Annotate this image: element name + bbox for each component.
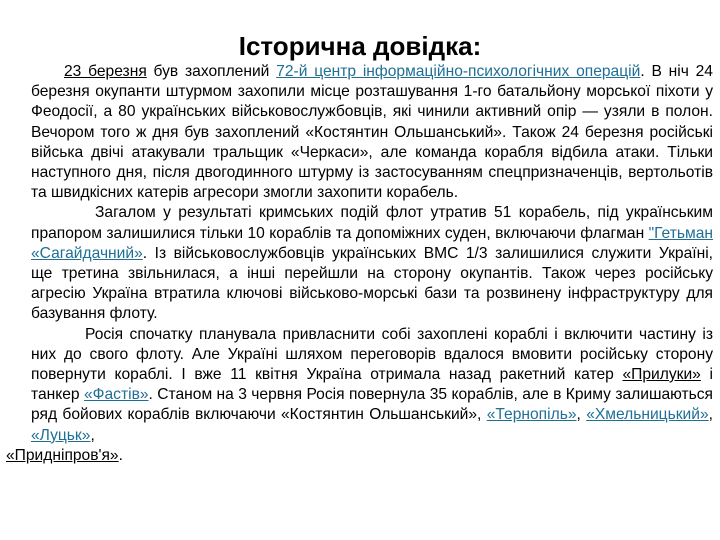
dnipro-link[interactable]: «Придніпров'я» bbox=[6, 446, 119, 464]
paragraph-1 bbox=[31, 62, 713, 203]
paragraph-3-end: . bbox=[118, 446, 123, 464]
paragraph-3-text-c: . Станом на 3 червня Росія повернула 35 кораблів, але в Криму залишаються ряд бойових кораблів включаючи «Костянтин Ольшанський», bbox=[31, 386, 713, 424]
paragraph-2 bbox=[31, 203, 713, 324]
lutsk-link[interactable]: «Луцьк» bbox=[31, 426, 91, 444]
paragraph-3-text-a: Росія спочатку планувала привласнити собі захоплені кораблі і включити частину із них до свого флоту. Але Україні шляхом переговорів вдалося вмовити російську сторону повернути кораблі. І вже 11 квітня Україна отримала назад ракетний катер bbox=[31, 325, 713, 384]
page-title: Історична довідка: bbox=[238, 31, 482, 61]
paragraph-1-text-b: . В ніч 24 березня окупанти штурмом захопили місце розташування 1-го батальйону морської піхоти у Феодосії, а 80 українських військовослужбовців, які чинили активний опір — узяли в полон. Вечором того ж дня був захоплений «Костянтин Ольшанський». Також 24 березня російські війська двічі атакували тральщик «Черкаси», але команда корабля відбила атаки. Тільки наступного дня, після двогодинного штурму із застосуванням спецпризначенців, вертольотів та швидкісних катерів агресори змогли захопити корабель. bbox=[31, 63, 713, 202]
pryluky-link[interactable]: «Прилуки» bbox=[622, 366, 701, 384]
khmelnytskyi-link[interactable]: «Хмельницький» bbox=[586, 406, 709, 424]
body-text bbox=[6, 62, 714, 466]
date-link[interactable]: 23 березня bbox=[64, 63, 147, 80]
separator-comma: , bbox=[708, 406, 713, 424]
fastiv-link[interactable]: «Фастів» bbox=[83, 386, 149, 404]
separator-comma: , bbox=[576, 406, 587, 424]
paragraph-1-text-a: був захоплений bbox=[146, 63, 277, 80]
separator-comma: , bbox=[90, 426, 95, 444]
paragraph-3-text-b: і танкер bbox=[31, 366, 714, 404]
paragraph-2-text-a: Загалом у результаті кримських подій флот утратив 51 корабель, під українським прапором залишилися тільки 10 кораблів та допоміжних суден, включаючи флагман bbox=[31, 204, 713, 242]
paragraph-3 bbox=[6, 325, 714, 466]
tail-line bbox=[6, 447, 123, 464]
ternopil-link[interactable]: «Тернопіль» bbox=[486, 406, 577, 424]
flagship-link[interactable]: "Гетьман «Сагайдачний» bbox=[31, 224, 713, 262]
center-link[interactable]: 72-й центр інформаційно-психологічних операцій bbox=[276, 63, 641, 80]
paragraph-2-text-b: . Із військовослужбовців українських ВМС 1/3 залишилися служити Україні, ще третина звільнилася, а інші перейшли на сторону окупантів. Також через російську агресію Україна втратила ключові військово-морські бази та розвинену інфраструктуру для базування флоту. bbox=[31, 244, 713, 323]
